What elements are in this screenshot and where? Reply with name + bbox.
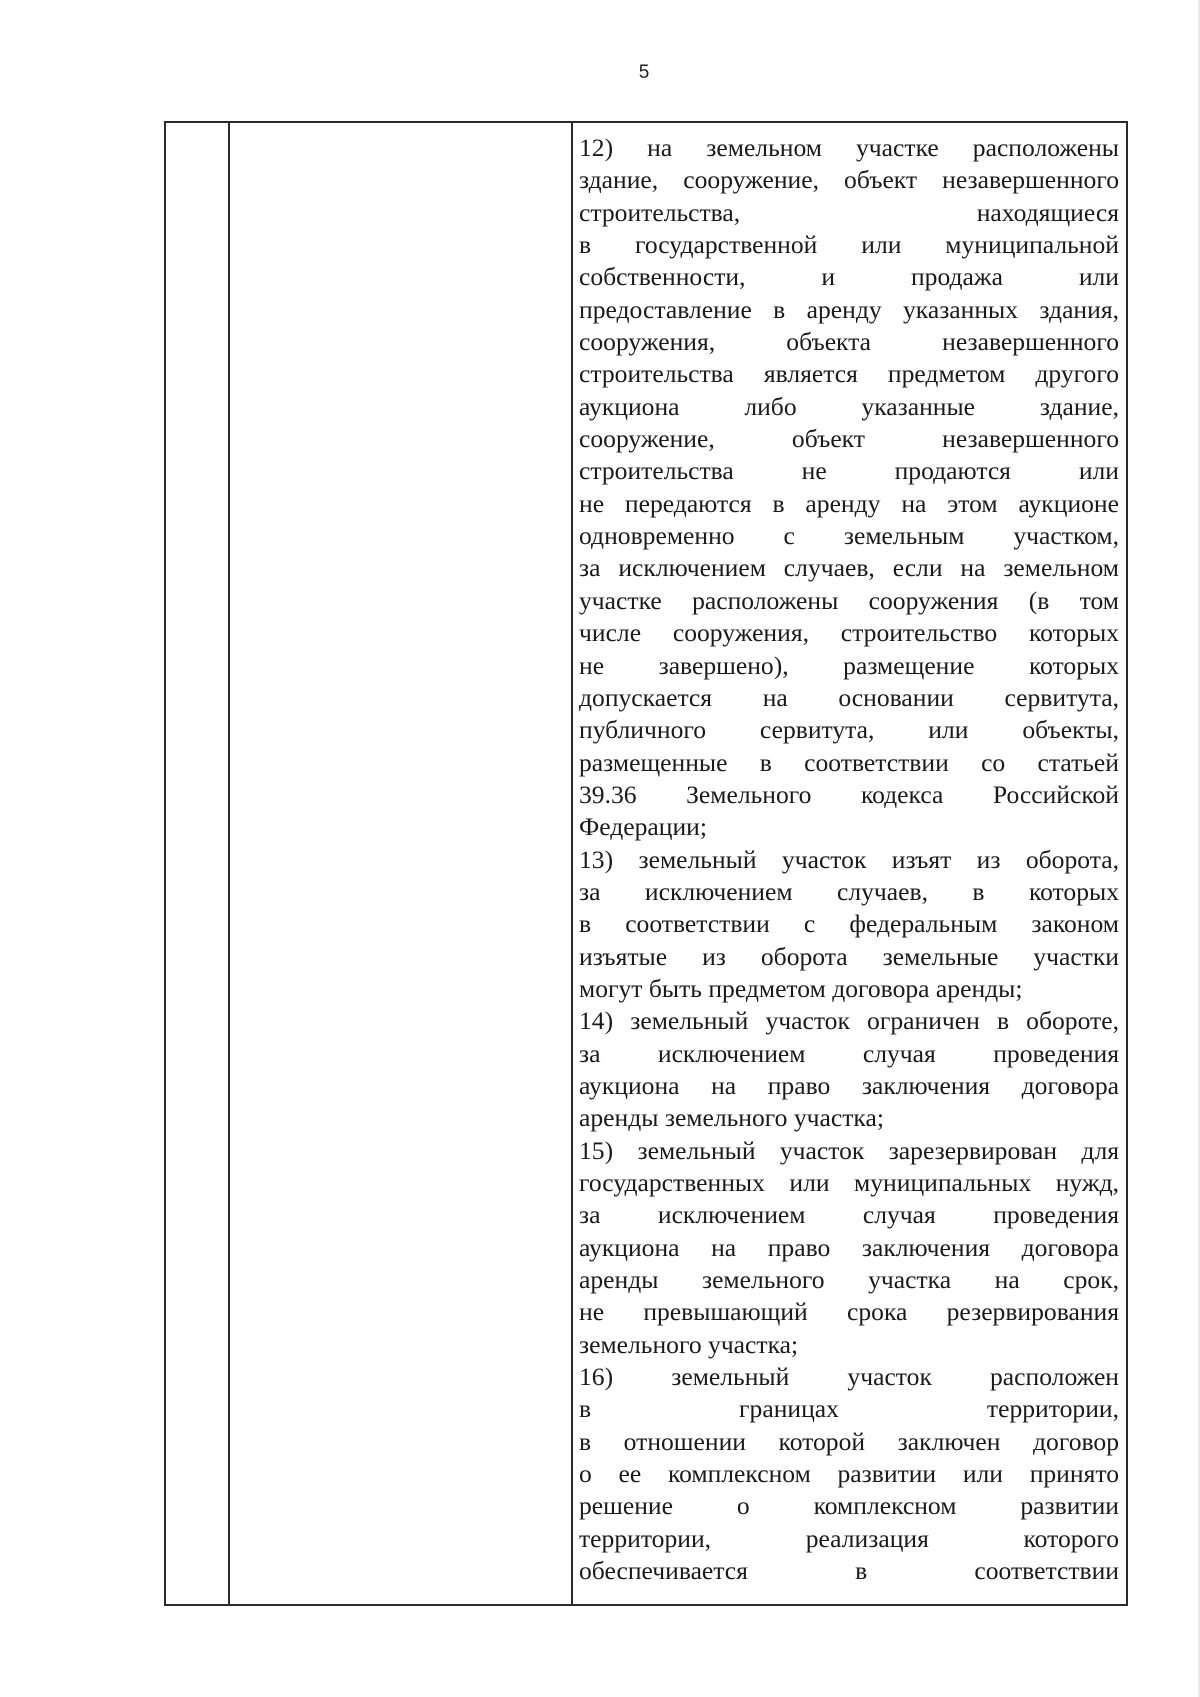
text-line: решение о комплексном развитии	[579, 1491, 1119, 1521]
table-cell-conditions	[579, 132, 1119, 1587]
text-line: изъятые из оборота земельные участки	[579, 941, 1119, 971]
text-line: строительства, находящиеся	[579, 197, 1119, 227]
text-line: публичного сервитута, или объекты,	[579, 715, 1119, 745]
text-line: аукциона либо указанные здание,	[579, 391, 1119, 421]
text-line: здание, сооружение, объект незавершенного	[579, 165, 1119, 195]
text-line: собственности, и продажа или	[579, 262, 1119, 292]
text-line: не превышающий срока резервирования	[579, 1297, 1119, 1327]
column-divider-1	[228, 123, 230, 1604]
text-line: за исключением случая проведения	[579, 1200, 1119, 1230]
text-line: сооружения, объекта незавершенного	[579, 327, 1119, 357]
text-line: о ее комплексном развитии или принято	[579, 1459, 1119, 1489]
text-line: числе сооружения, строительство которых	[579, 618, 1119, 648]
text-line: в соответствии с федеральным законом	[579, 909, 1119, 939]
text-line: за исключением случая проведения	[579, 1038, 1119, 1068]
document-table	[164, 121, 1128, 1606]
text-line: не передаются в аренду на этом аукционе	[579, 488, 1119, 518]
text-line: в границах территории,	[579, 1394, 1119, 1424]
text-line: 12) на земельном участке расположены	[579, 133, 1119, 162]
text-line: одновременно с земельным участком,	[579, 521, 1119, 551]
text-line: предоставление в аренду указанных здания,	[579, 294, 1119, 324]
text-line: за исключением случаев, если на земельном	[579, 553, 1119, 583]
text-line: земельного участка;	[579, 1329, 799, 1359]
text-line: сооружение, объект незавершенного	[579, 424, 1119, 454]
text-line: не завершено), размещение которых	[579, 650, 1119, 680]
text-line: 39.36 Земельного кодекса Российской	[579, 779, 1119, 809]
text-line: аренды земельного участка;	[579, 1103, 884, 1133]
text-line: территории, реализация которого	[579, 1523, 1119, 1553]
text-line: аукциона на право заключения договора	[579, 1070, 1119, 1100]
text-line: строительства не продаются или	[579, 456, 1119, 486]
text-line: в государственной или муниципальной	[579, 230, 1119, 260]
text-line: строительства является предметом другого	[579, 359, 1119, 389]
text-line: государственных или муниципальных нужд,	[579, 1168, 1119, 1197]
text-line: 14) земельный участок ограничен в обороте,	[579, 1006, 1119, 1036]
text-line: 16) земельный участок расположен	[579, 1362, 1119, 1392]
text-line: обеспечивается в соответствии	[579, 1556, 1119, 1586]
text-line: аукциона на право заключения договора	[579, 1232, 1119, 1262]
text-line: могут быть предметом договора аренды;	[579, 973, 1023, 1003]
text-line: 13) земельный участок изъят из оборота,	[579, 844, 1119, 874]
text-line: аренды земельного участка на срок,	[579, 1265, 1119, 1295]
text-line: Федерации;	[579, 812, 707, 842]
text-line: размещенные в соответствии со статьей	[579, 747, 1119, 777]
text-line: 15) земельный участок зарезервирован для	[579, 1135, 1119, 1165]
text-line: в отношении которой заключен договор	[579, 1426, 1119, 1456]
page-number: 5	[638, 62, 650, 83]
text-line: допускается на основании сервитута,	[579, 682, 1119, 712]
text-line: участке расположены сооружения (в том	[579, 585, 1119, 615]
text-line: за исключением случаев, в которых	[579, 876, 1119, 906]
column-divider-2	[571, 123, 573, 1604]
